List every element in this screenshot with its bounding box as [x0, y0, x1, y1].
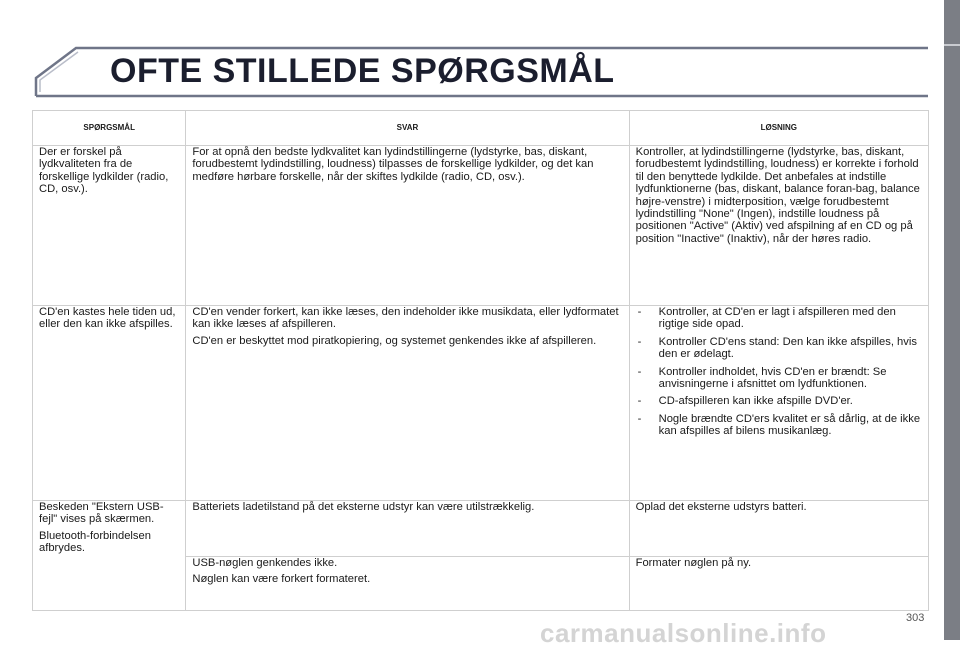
- solution-list: [636, 306, 922, 438]
- question-text: Beskeden "Ekstern USB-fejl" vises på skærmen.: [39, 501, 164, 526]
- page-title: OFTE STILLEDE SPØRGSMÅL: [110, 52, 615, 90]
- question-text: Bluetooth-forbindelsen afbrydes.: [39, 529, 151, 555]
- list-item: - CD-afspilleren kan ikke afspille DVD'er.: [636, 395, 922, 407]
- question-cell: [33, 306, 186, 501]
- solution-cell: [629, 501, 928, 557]
- answer-cell: [186, 501, 629, 557]
- header-question: SPØRGSMÅL: [33, 111, 186, 146]
- answer-text: CD'en vender forkert, kan ikke læses, den indeholder ikke musikdata, eller lydformatet kan ikke læses af afspilleren.: [192, 306, 619, 331]
- side-tab-separator: [944, 44, 960, 46]
- table-row: [33, 146, 929, 306]
- answer-text: For at opnå den bedste lydkvalitet kan lydindstillingerne (lydstyrke, bas, diskant, forudbestemt lydindstilling, loudness) tilpasses de forskellige lydkilder, og det kan medføre hørbare forskelle, når der skiftes lydkilde (radio, CD, osv.).: [192, 146, 594, 183]
- list-item: - Kontroller CD'ens stand: Den kan ikke afspilles, hvis den er ødelagt.: [636, 336, 922, 361]
- answer-cell: [186, 557, 629, 611]
- page-number: 303: [906, 612, 925, 624]
- watermark: carmanualsonline.info: [540, 618, 827, 648]
- solution-text: Formater nøglen på ny.: [635, 557, 752, 569]
- table-row: [33, 306, 929, 501]
- header-answer: SVAR: [186, 111, 629, 146]
- answer-cell: [186, 146, 629, 306]
- side-tab-bar: [944, 0, 960, 640]
- solution-text: Kontroller, at lydindstillingerne (lydstyrke, bas, diskant, forudbestemt lydindstilling, loudness) er korrekte i forhold til den benyttede lydkilde. Det anbefales at indstille lydfunktionerne (bas, diskant, balance foran-bag, balance højre-venstre) i midterposition, vælge forudbestemt lydindstilling "None" (Ingen), indstille loudness på positionen "Active" (Aktiv) ved afspilning af en CD og på position "Inactive" (Inaktiv), når der høres radio.: [635, 146, 920, 245]
- solution-text: Oplad det eksterne udstyrs batteri.: [635, 501, 807, 513]
- solution-cell: [629, 557, 928, 611]
- solution-cell: [629, 146, 928, 306]
- list-item: - Nogle brændte CD'ers kvalitet er så dårlig, at de ikke kan afspilles af bilens musikanlæg.: [636, 413, 922, 438]
- solution-cell: [629, 306, 928, 501]
- table-row: [33, 501, 929, 557]
- faq-table: [32, 110, 929, 611]
- list-item: - Kontroller, at CD'en er lagt i afspilleren med den rigtige side opad.: [636, 306, 922, 331]
- question-text: Der er forskel på lydkvaliteten fra de forskellige lydkilder (radio, CD, osv.).: [39, 146, 169, 196]
- answer-text: CD'en er beskyttet mod piratkopiering, og systemet genkendes ikke af afspilleren.: [192, 334, 597, 347]
- answer-cell: [186, 306, 629, 501]
- table-header-row: [33, 111, 929, 146]
- answer-text: Nøglen kan være forkert formateret.: [192, 573, 371, 586]
- question-text: CD'en kastes hele tiden ud, eller den kan ikke afspilles.: [39, 306, 176, 331]
- title-banner: [32, 44, 932, 100]
- answer-text: Batteriets ladetilstand på det eksterne udstyr kan være utilstrækkelig.: [192, 501, 535, 513]
- question-cell: [33, 501, 186, 611]
- answer-text: USB-nøglen genkendes ikke.: [192, 557, 338, 569]
- header-solution: LØSNING: [629, 111, 928, 146]
- list-item: - Kontroller indholdet, hvis CD'en er brændt: Se anvisningerne i afsnittet om lydfunktionen.: [636, 366, 922, 391]
- question-cell: [33, 146, 186, 306]
